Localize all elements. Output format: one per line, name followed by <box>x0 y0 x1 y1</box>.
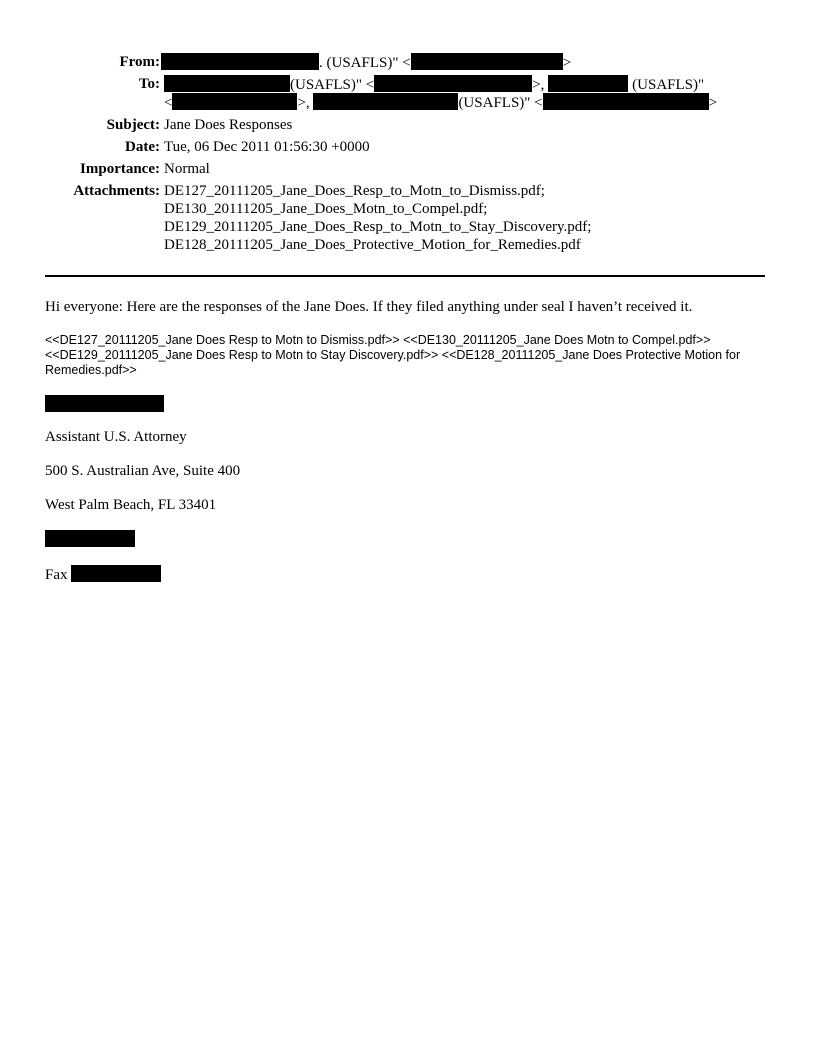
signature-title: Assistant U.S. Attorney <box>45 429 187 445</box>
redaction <box>313 93 458 110</box>
redaction <box>543 93 709 110</box>
importance-value: Normal <box>164 161 210 177</box>
date-label: Date: <box>125 139 160 155</box>
redacted-phone <box>45 530 135 547</box>
importance-label: Importance: <box>80 161 160 177</box>
header-divider <box>45 275 765 277</box>
attachments-label: Attachments: <box>73 183 160 199</box>
from-value: . (USAFLS)" < > <box>161 53 571 73</box>
attachment-item[interactable]: DE129_20111205_Jane_Does_Resp_to_Motn_to_Stay_Discovery.pdf; <box>164 219 592 235</box>
attachment-item[interactable]: DE130_20111205_Jane_Does_Motn_to_Compel.pdf; <box>164 201 488 217</box>
subject-label: Subject: <box>106 117 160 133</box>
redaction <box>172 93 297 110</box>
fax-label: Fax <box>45 567 68 583</box>
attachment-item[interactable]: DE127_20111205_Jane_Does_Resp_to_Motn_to_Dismiss.pdf; <box>164 183 545 199</box>
from-label: From: <box>119 54 160 70</box>
message-greeting: Hi everyone: Here are the responses of the Jane Does. If they filed anything under seal I haven’t received it. <box>45 299 693 315</box>
redaction <box>548 75 628 92</box>
redaction <box>374 75 532 92</box>
attachment-references: <<DE127_20111205_Jane Does Resp to Motn to Dismiss.pdf>> <<DE130_20111205_Jane Does Motn to Compel.pdf>> <<DE129_20111205_Jane Does Resp to Motn to Stay Discovery.pdf>> <<DE128_20111205_Jane Does Protective Motion for Remedies.pdf>> <box>45 333 741 377</box>
to-value-line2: < >, (USAFLS)" < > <box>164 95 718 111</box>
redaction <box>161 53 319 70</box>
signature-address-line1: 500 S. Australian Ave, Suite 400 <box>45 463 241 479</box>
redacted-fax-number <box>71 565 161 582</box>
signature-address-line2: West Palm Beach, FL 33401 <box>45 497 217 513</box>
to-label: To: <box>138 76 160 92</box>
to-value-line1: (USAFLS)" < >, (USAFLS)" <box>164 75 704 95</box>
redacted-name <box>45 395 164 412</box>
signature-fax-line <box>45 565 161 584</box>
attachment-item[interactable]: DE128_20111205_Jane_Does_Protective_Motion_for_Remedies.pdf <box>164 237 581 253</box>
redaction <box>164 75 290 92</box>
date-value: Tue, 06 Dec 2011 01:56:30 +0000 <box>164 139 370 155</box>
subject-value: Jane Does Responses <box>164 117 293 133</box>
redaction <box>411 53 563 70</box>
